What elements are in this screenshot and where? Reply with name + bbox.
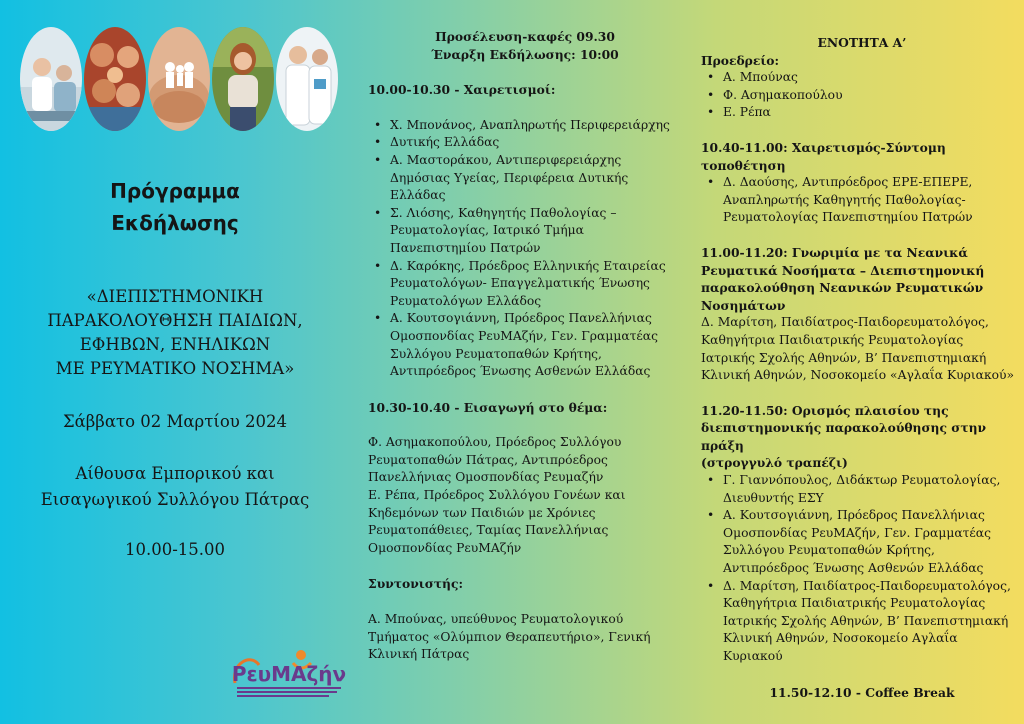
list-item-line: Κυριακού	[723, 649, 783, 663]
event-venue-line: Αίθουσα Εμπορικού και	[75, 464, 275, 483]
list-item-line: Δημόσιας Υγείας, Περιφέρεια Δυτικής	[390, 170, 629, 185]
intro-block	[368, 434, 682, 557]
intro-line: Φ. Ασημακοπούλου, Πρόεδρος Συλλόγου	[368, 435, 622, 450]
event-subtitle	[0, 285, 350, 381]
coordinator-line: Κλινική Πάτρας	[368, 647, 470, 662]
list-item: • Φ. Ασημακοπούλου	[701, 87, 1023, 105]
list-item	[368, 152, 682, 205]
list-item-line: Ρευματολόγων Ελλάδος	[390, 293, 542, 308]
list-item-line: • Δυτικής Ελλάδας	[390, 135, 500, 150]
intro-line: Ε. Ρέπα, Πρόεδρος Συλλόγου Γονέων και	[368, 488, 626, 503]
event-subtitle-line: ΠΑΡΑΚΟΛΟΥΘΗΣΗ ΠΑΙΔΙΩΝ,	[47, 311, 303, 330]
list-item-line: Ρευματολογίας Πανεπιστημίου Πατρών	[723, 210, 973, 225]
list-item-line: • Δ. Καρόκης, Πρόεδρος Ελληνικής Εταιρείας	[390, 258, 666, 273]
list-item-line: Ομοσπονδίας ΡευΜΑζήν, Γεν. Γραμματέας	[390, 328, 658, 343]
session-3-list	[701, 472, 1023, 666]
session-2-line: Καθηγήτρια Παιδιατρικής Ρευματολογίας	[701, 332, 964, 347]
family-hands-photo	[148, 27, 210, 131]
intro-line: Ομοσπονδίας ΡευΜΑζήν	[368, 540, 522, 555]
list-item-line: Καθηγήτρια Παιδιατρικής Ρευματολογίας	[723, 596, 986, 611]
list-item-line: Αναπληρωτής Καθηγητής Παθολογίας-	[723, 192, 966, 207]
list-item-line: Διευθυντής ΕΣΥ	[723, 490, 824, 505]
session-2-line: Κλινική Αθηνών, Νοσοκομείο «Αγλαΐα Κυριακού»	[701, 368, 1015, 383]
list-item-line: Συλλόγου Ρευματοπαθών Κρήτης,	[390, 346, 602, 361]
logo-text: ΡευΜΑζήν	[231, 662, 347, 686]
list-item-line: • Α. Κουτσογιάννη, Πρόεδρος Πανελλήνιας	[723, 508, 985, 523]
list-item: • Ε. Ρέπα	[701, 104, 1023, 122]
programme-column-right	[701, 34, 1023, 666]
list-item-line: Κλινική Αθηνών, Νοσοκομείο Αγλαΐα	[723, 631, 958, 646]
event-subtitle-line: ΜΕ ΡΕΥΜΑΤΙΚΟ ΝΟΣΗΜΑ»	[55, 359, 295, 378]
event-venue	[0, 461, 350, 513]
greetings-heading: 10.00-10.30 - Χαιρετισμοί:	[368, 82, 556, 98]
start-line: Έναρξη Εκδήλωσης: 10:00	[431, 46, 619, 62]
doctor-elderly-photo	[20, 27, 82, 131]
left-panel	[0, 0, 350, 724]
section-title: ΕΝΟΤΗΤΑ Α’	[817, 35, 907, 50]
list-item-line: Αντιπρόεδρος Ένωσης Ασθενών Ελλάδας	[723, 561, 984, 576]
list-item-line: Ιατρικής Σχολής Αθηνών, Β’ Πανεπιστημιακή	[723, 613, 1009, 628]
list-item-line: • Δ. Μαρίτση, Παιδίατρος-Παιδορευματολόγος,	[723, 578, 1011, 593]
list-item-line: • Α. Κουτσογιάννη, Πρόεδρος Πανελλήνιας	[390, 311, 652, 326]
intro-line: Ρευματοπάθειες, Ταμίας Πανελλήνιας	[368, 523, 609, 538]
session-2-heading-line: Ρευματικά Νοσήματα – Διεπιστημονική	[701, 262, 985, 278]
list-item-line: • Σ. Λιόσης, Καθηγητής Παθολογίας –	[390, 205, 617, 220]
programme-column-middle	[368, 28, 682, 664]
coordinator-line: Τμήματος «Ολύμπιον Θεραπευτήριο», Γενική	[368, 629, 651, 644]
session-2-heading-line: Νοσημάτων	[701, 297, 786, 313]
intro-line: Ρευματοπαθών Πάτρας, Αντιπρόεδρος	[368, 452, 608, 467]
intro-line: Πανελλήνιας Ομοσπονδίας Ρευμαζήν	[368, 470, 604, 485]
doctors-photo	[276, 27, 338, 131]
event-subtitle-line: «ΔΙΕΠΙΣΤΗΜΟΝΙΚΗ	[86, 287, 264, 306]
list-item	[368, 310, 682, 380]
event-title	[0, 175, 350, 239]
smiling-children-photo	[84, 27, 146, 131]
arrival-line: Προσέλευση-καφές 09.30	[435, 29, 615, 44]
session-2-speaker	[701, 314, 1023, 384]
intro-heading: 10.30-10.40 - Εισαγωγή στο θέμα:	[368, 399, 608, 415]
list-item-line: Ρευματολόγων- Επαγγελματικής Ένωσης	[390, 276, 650, 291]
list-item-line: Ομοσπονδίας ΡευΜΑζήν, Γεν. Γραμματέας	[723, 525, 991, 540]
session-2-line: Δ. Μαρίτση, Παιδίατρος-Παιδορευματολόγος,	[701, 315, 989, 330]
event-date: Σάββατο 02 Μαρτίου 2024	[62, 412, 288, 431]
session-1-list	[701, 174, 1023, 227]
coordinator-block	[368, 611, 682, 664]
revmazin-logo	[229, 643, 349, 699]
list-item	[701, 578, 1023, 666]
list-item-line: • Χ. Μπονάνος, Αναπληρωτής Περιφερειάρχης	[390, 117, 670, 132]
session-3-heading-line: διεπιστημονικής παρακολούθησης στην πράξη	[701, 420, 987, 453]
list-item: • Α. Μπούνας	[701, 69, 1023, 87]
event-time: 10.00-15.00	[124, 540, 226, 559]
event-title-line: Εκδήλωσης	[111, 211, 239, 235]
presidium-heading: Προεδρείο:	[701, 52, 780, 68]
list-item-line: • Α. Μαστοράκου, Αντιπεριφερειάρχης	[390, 152, 622, 167]
list-item-line: • Δ. Δαούσης, Αντιπρόεδρος ΕΡΕ-ΕΠΕΡΕ,	[723, 175, 973, 190]
list-item-line: • Γ. Γιαννόπουλος, Διδάκτωρ Ρευματολογίας,	[723, 473, 1001, 488]
session-1-heading: 10.40-11.00: Χαιρετισμός-Σύντομη τοποθέτηση	[701, 139, 946, 173]
session-2-heading-line: 11.00-11.20: Γνωριμία με τα Νεανικά	[701, 244, 968, 260]
list-item	[701, 472, 1023, 507]
event-venue-line: Εισαγωγικού Συλλόγου Πάτρας	[40, 490, 310, 509]
list-item	[368, 134, 682, 152]
list-item-line: Ελλάδας	[390, 188, 446, 203]
list-item-line: Ρευματολογίας, Ιατρικό Τμήμα	[390, 223, 584, 238]
list-item	[368, 205, 682, 258]
photo-strip	[20, 27, 340, 131]
event-title-line: Πρόγραμμα	[110, 179, 240, 203]
list-item	[368, 258, 682, 311]
coffee-break: 11.50-12.10 - Coffee Break	[769, 685, 955, 701]
session-2-heading-line: παρακολούθηση Νεανικών Ρευματικών	[701, 280, 984, 296]
greetings-list	[368, 117, 682, 381]
session-2-line: Ιατρικής Σχολής Αθηνών, Β’ Πανεπιστημιακή	[701, 350, 987, 365]
young-woman-photo	[212, 27, 274, 131]
session-3-heading-line: 11.20-11.50: Ορισμός πλαισίου της	[701, 402, 949, 418]
list-item-line: Πανεπιστημίου Πατρών	[390, 240, 541, 255]
coordinator-heading: Συντονιστής:	[368, 576, 464, 592]
list-item	[701, 174, 1023, 227]
session-3-heading	[701, 402, 1023, 472]
session-2-heading	[701, 244, 1023, 314]
list-item-line: Συλλόγου Ρευματοπαθών Κρήτης,	[723, 543, 935, 558]
list-item	[701, 507, 1023, 577]
presidium-list	[701, 69, 1023, 122]
coordinator-line: Α. Μπούνας, υπεύθυνος Ρευματολογικού	[368, 612, 624, 627]
list-item-line: Αντιπρόεδρος Ένωσης Ασθενών Ελλάδας	[390, 364, 651, 379]
list-item	[368, 117, 682, 135]
session-3-heading-line: (στρογγυλό τραπέζι)	[701, 455, 848, 471]
event-subtitle-line: ΕΦΗΒΩΝ, ΕΝΗΛΙΚΩΝ	[79, 335, 271, 354]
intro-line: Κηδεμόνων των Παιδιών με Χρόνιες	[368, 505, 596, 520]
